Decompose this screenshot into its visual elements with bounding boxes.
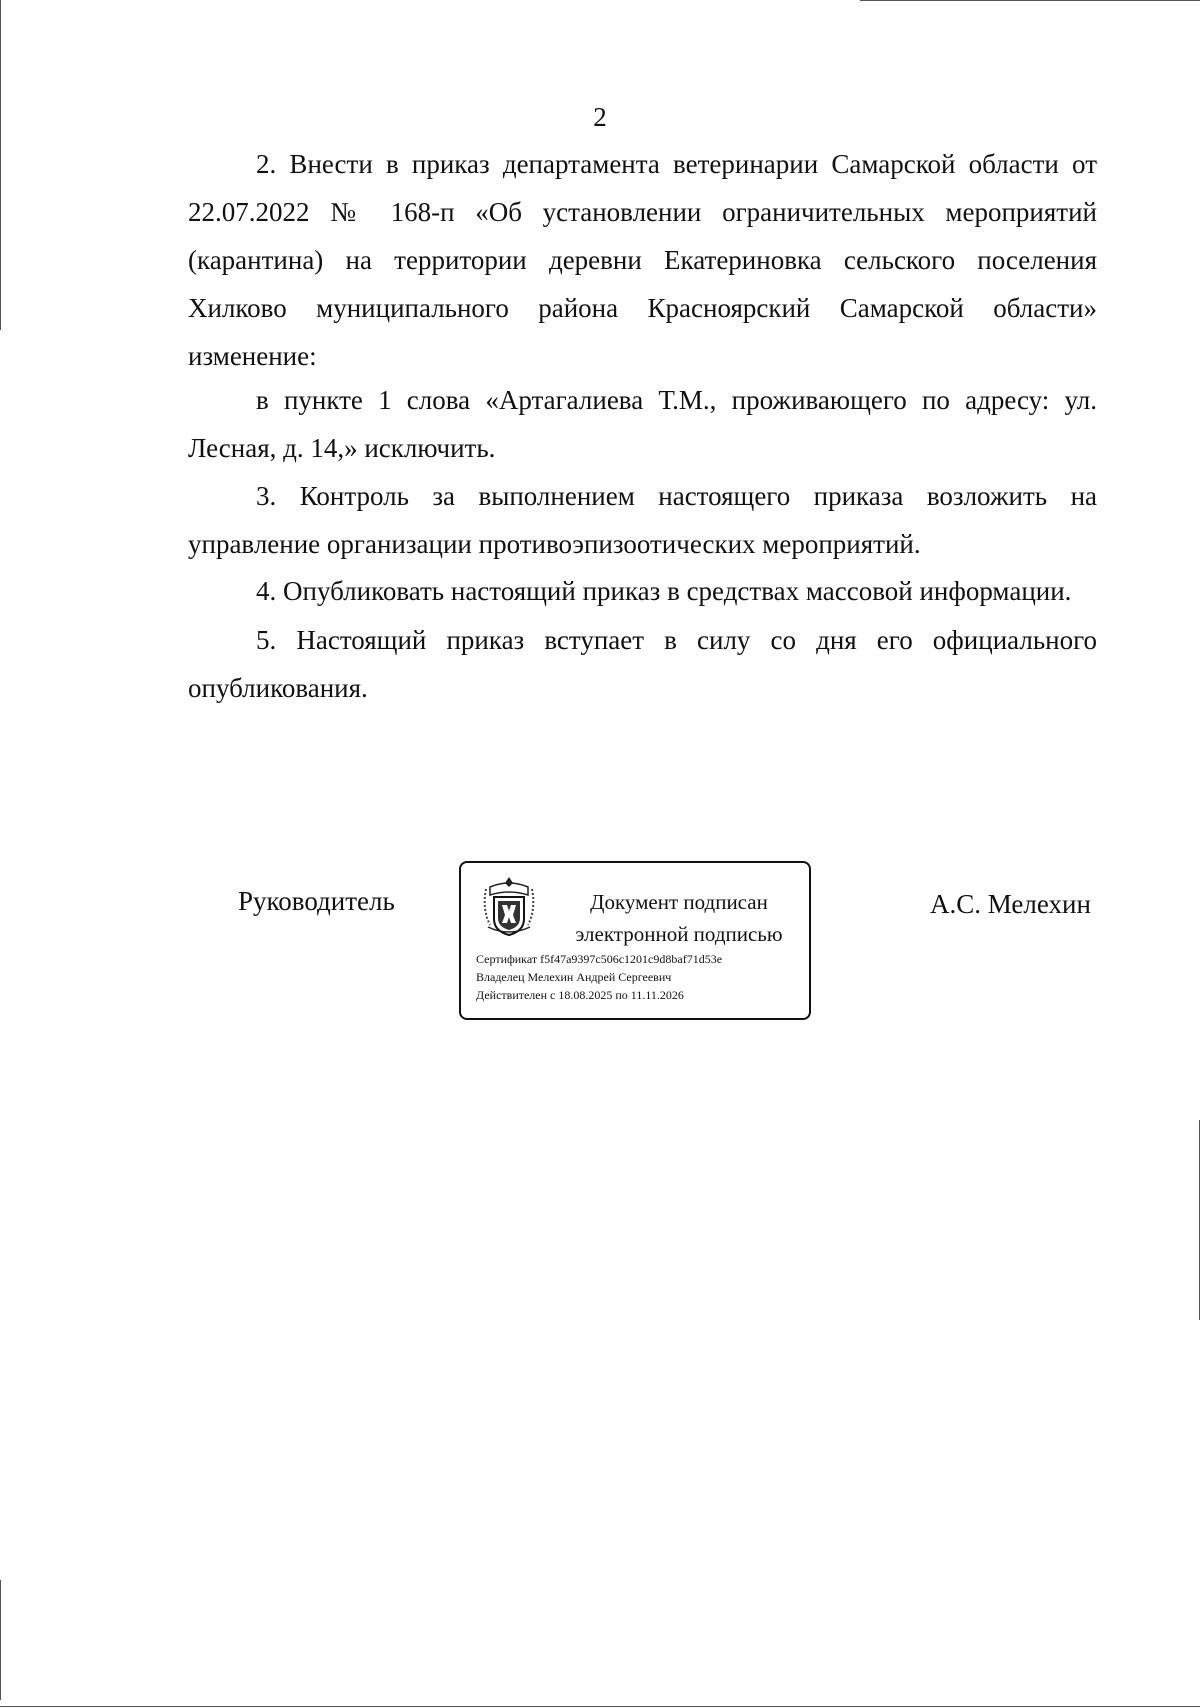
paragraph-item-5: 5. Настоящий приказ вступает в силу со дня его официального опубликования. bbox=[188, 625, 1097, 703]
page-number: 2 bbox=[593, 102, 607, 132]
scan-edge-left-top bbox=[0, 0, 1, 330]
stamp-validity: Действителен с 18.08.2025 по 11.11.2026 bbox=[476, 988, 684, 1002]
scan-edge-top bbox=[860, 0, 1200, 1]
paragraph-item-2-change: в пункте 1 слова «Артагалиева Т.М., проживающего по адресу: ул. Лесная, д. 14,» исключить. bbox=[188, 385, 1097, 463]
stamp-owner: Владелец Мелехин Андрей Сергеевич bbox=[476, 970, 672, 984]
paragraph-item-4: 4. Опубликовать настоящий приказ в средствах массовой информации. bbox=[256, 576, 1072, 606]
paragraph-item-3: 3. Контроль за выполнением настоящего приказа возложить на управление организации противоэпизоотических мероприятий. bbox=[188, 481, 1097, 559]
stamp-title bbox=[561, 886, 797, 950]
scan-edge-left-bottom bbox=[0, 1580, 1, 1700]
electronic-signature-stamp bbox=[459, 861, 811, 1020]
stamp-title-line-1: Документ подписан bbox=[590, 890, 768, 914]
stamp-certificate: Сертификат f5f47a9397c506c1201c9d8baf71d53e bbox=[476, 952, 723, 966]
signer-name: А.С. Мелехин bbox=[930, 889, 1091, 919]
scan-edge-bottom bbox=[0, 1706, 1200, 1707]
coat-of-arms-icon bbox=[480, 875, 538, 939]
paragraph-item-2: 2. Внести в приказ департамента ветеринарии Самарской области от 22.07.2022 № 168-п «Об установлении ограничительных мероприятий (карантина) на территории деревни Екатериновка сельского поселения Хилково муниципального района Красноярский Самарской области» изменение: bbox=[188, 149, 1097, 371]
stamp-title-line-2: электронной подписью bbox=[575, 922, 783, 946]
signer-position: Руководитель bbox=[238, 886, 395, 916]
